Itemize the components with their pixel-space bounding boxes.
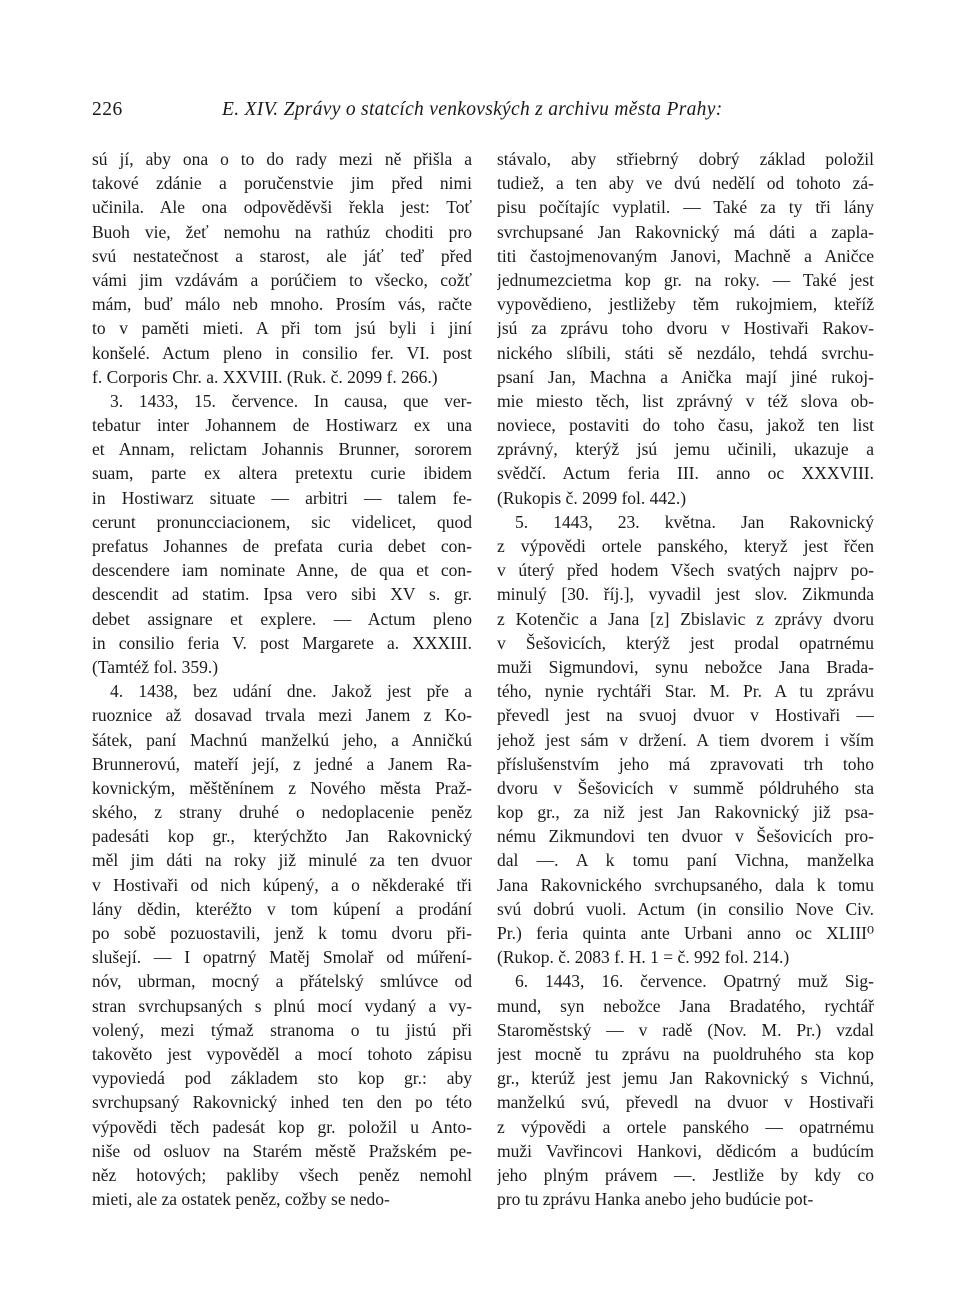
- page-header: [92, 96, 872, 124]
- text-line: svědčí. Actum feria III. anno oc XXXVIII.: [497, 463, 874, 484]
- text-line: z Kotenčic a Jana [z] Zbislavic z zprávy dvoru: [497, 608, 874, 629]
- text-line: padesáti kop gr., kterýchžto Jan Rakovnický: [92, 826, 472, 847]
- text-line: vypovědieno, jestližeby těm rukojmiem, kteříž: [497, 294, 874, 315]
- text-line: Brunnerovú, mateří její, z jedné a Janem Ra-: [92, 753, 472, 774]
- text-line: konšelé. Actum pleno in consilio fer. VI. post: [92, 342, 472, 363]
- text-line: mund, syn nebožce Jana Bradatého, rychtář: [497, 995, 874, 1016]
- text-line: psaní Jan, Machna a Anička mají jiné rukoj-: [497, 366, 874, 387]
- text-line: ruoznice až dosavad trvala mezi Janem z Ko-: [92, 705, 472, 726]
- text-line: muži Sigmundovi, synu nebožce Jana Brada-: [497, 656, 874, 677]
- text-line: niše od osluov na Starém městě Pražském pe-: [92, 1140, 472, 1161]
- text-line: jeho plným právem —. Jestliže by kdy co: [497, 1164, 874, 1185]
- text-line: vypoviedá pod základem sto kop gr.: aby: [92, 1068, 472, 1089]
- text-line: takověto jest vypověděl a mocí tohoto zápisu: [92, 1043, 472, 1064]
- text-line: vámi jim vzdávám a porúčiem to všecko, cožť: [92, 269, 472, 290]
- text-line: prefatus Johannes de prefata curia debet con-: [92, 536, 472, 556]
- text-line: něz hotových; pakliby všech peněz nemohl: [92, 1164, 472, 1185]
- text-line: nického slíbili, státi sě nezdálo, tehdá svrchu-: [497, 342, 874, 363]
- text-line: ského, z strany druhé o nedoplacenie peněz: [92, 802, 472, 823]
- text-line: slušejí. — I opatrný Matěj Smolař od múření-: [92, 947, 472, 968]
- text-line: suam, parte ex altera pretextu curie ibidem: [92, 463, 472, 484]
- text-line: mieti, ale za ostatek peněz, cožby se nedo-: [92, 1189, 390, 1210]
- text-line: f. Corporis Chr. a. XXVIII. (Ruk. č. 2099 f. 266.): [92, 366, 438, 387]
- text-line: zprávný, kterýž jsú jemu učinili, ukazuje a: [497, 439, 874, 460]
- text-line: kovnickým, měštěnínem z Nového města Praž-: [92, 777, 472, 798]
- text-line: svrchupsané Jan Rakovnický má dáti a zapla-: [497, 221, 874, 242]
- text-line: převedl jest na svuoj dvuor v Hostivaři —: [497, 705, 874, 726]
- text-line: pisu počítajíc vyplatil. — Také za ty tři lány: [497, 197, 874, 218]
- text-line: tebatur inter Johannem de Hostiwarz ex una: [92, 415, 472, 436]
- text-line: svrchupsaný Rakovnický inhed ten den po této: [92, 1092, 472, 1113]
- text-line: mie miesto těch, list zprávný v též slova ob-: [497, 390, 874, 411]
- text-line: svú nestatečnost a starost, ale jáť teď před: [92, 245, 472, 266]
- text-line: Jana Rakovnického svrchupsaného, dala k tomu: [497, 874, 874, 895]
- text-line: z výpovědi ortele panského, kteryž jest řčen: [497, 536, 874, 556]
- text-line: in Hostiwarz situate — arbitri — talem fe-: [92, 487, 472, 508]
- text-line: tého, nynie rychtáři Star. M. Pr. A tu zprávu: [497, 681, 874, 702]
- text-line: z výpovědi a ortele panského — opatrnému: [497, 1116, 874, 1137]
- text-line: Staroměstský — v radě (Nov. M. Pr.) vzdal: [497, 1019, 874, 1040]
- left-text-column: [92, 147, 472, 1211]
- text-line: 5. 1443, 23. května. Jan Rakovnický: [515, 511, 874, 532]
- text-line: volený, mezi týmaž stranoma o tu jistú při: [92, 1019, 472, 1040]
- text-line: takové zdánie a poručenstvie jim před nimi: [92, 173, 472, 194]
- text-line: debet assignare et explere. — Actum pleno: [92, 608, 472, 629]
- text-line: pro tu zprávu Hanka anebo jeho budúcie pot-: [497, 1189, 814, 1210]
- running-title: E. XIV. Zprávy o statcích venkovských z archivu města Prahy:: [222, 99, 723, 120]
- text-line: v úterý před hodem Všech svatých najprv po-: [497, 560, 874, 581]
- text-line: manželkú svú, převedl na dvuor v Hostivaři: [497, 1092, 874, 1113]
- text-line: po sobě pozuostavili, jenž k tomu dvoru při-: [92, 923, 472, 943]
- text-line: titi častojmenovaným Janovi, Machně a Aničce: [497, 245, 874, 266]
- right-text-column: [497, 147, 874, 1211]
- text-line: to v paměti mieti. A při tom jsú byli i jiní: [92, 318, 472, 339]
- text-line: příslušenstvím jeho má zpravovati trh toho: [497, 753, 874, 774]
- text-line: tudiež, a ten aby ve dvú nedělí od tohoto zá-: [497, 173, 874, 194]
- text-line: (Rukopis č. 2099 fol. 442.): [497, 487, 687, 508]
- page-number: 226: [92, 99, 123, 120]
- text-line: stran svrchupsaných s plnú mocí vydaný a vy-: [92, 995, 472, 1016]
- text-line: descendere iam nominate Anne, de qua et con-: [92, 560, 472, 581]
- text-line: muži Vavřincovi Hankovi, dědicóm a budúcím: [497, 1140, 874, 1161]
- text-line: v Šešovicích, kterýž jest prodal opatrnému: [497, 632, 874, 653]
- text-line: gr., kterúž jest jemu Jan Rakovnický s Vichnú,: [497, 1068, 874, 1089]
- text-line: lány dědin, kteréžto v tom kúpení a prodání: [92, 898, 472, 919]
- text-line: 4. 1438, bez udání dne. Jakož jest pře a: [110, 681, 472, 702]
- text-line: noviece, postaviti do toho času, jakož ten list: [497, 415, 874, 436]
- text-line: (Rukop. č. 2083 f. H. 1 = č. 992 fol. 214.): [497, 947, 790, 968]
- text-line: jsú za zprávu toho dvoru v Hostivaři Rakov-: [497, 318, 874, 339]
- text-line: dvoru v Šešovicích v summě póldruhého sta: [497, 777, 874, 798]
- text-line: descendit ad statim. Ipsa vero sibi XV s. gr.: [92, 584, 472, 605]
- text-line: stávalo, aby střiebrný dobrý základ položil: [497, 149, 874, 169]
- text-line: dal —. A k tomu paní Vichna, manželka: [497, 850, 874, 871]
- text-line: svú dobrú vuoli. Actum (in consilio Nove Civ.: [497, 898, 874, 919]
- text-line: nému Zikmundovi ten dvuor v Šešovicích pro-: [497, 826, 874, 847]
- text-line: v Hostivaři od nich kúpený, a o někderaké tři: [92, 874, 472, 895]
- text-line: 3. 1433, 15. července. In causa, que ver-: [110, 390, 472, 411]
- text-line: 6. 1443, 16. července. Opatrný muž Sig-: [515, 971, 874, 992]
- text-line: jest mocně tu zprávu na puoldruhého sta kop: [497, 1043, 874, 1064]
- text-line: šátek, paní Machnú manželkú jeho, a Anničkú: [92, 729, 472, 750]
- text-line: kop gr., za niž jest Jan Rakovnický již psa-: [497, 802, 874, 823]
- text-line: výpovědi těch padesát kop gr. položil u Anto-: [92, 1116, 472, 1137]
- text-line: mám, buď málo neb mnoho. Prosím vás, račte: [92, 294, 472, 315]
- text-line: in consilio feria V. post Margarete a. XXXIII.: [92, 632, 472, 653]
- text-line: Buoh vie, žeť nemohu na rathúz choditi pro: [92, 221, 472, 242]
- text-line: jednumezcietma kop gr. na roky. — Také jest: [497, 269, 874, 290]
- text-line: měl jim dáti na roky již minulé za ten dvuor: [92, 850, 472, 871]
- text-line: sú jí, aby ona o to do rady mezi ně přišla a: [92, 149, 472, 169]
- text-line: Pr.) feria quinta ante Urbani anno oc XLIII⁰: [497, 923, 874, 943]
- text-line: nóv, ubrman, mocný a přátelský smlúvce od: [92, 971, 472, 992]
- text-line: minulý [30. říj.], vyvadil jest slov. Zikmunda: [497, 584, 874, 605]
- text-line: et Annam, relictam Johannis Brunner, sororem: [92, 439, 472, 460]
- text-line: učinila. Ale ona odpověděvši řekla jest: Toť: [92, 197, 472, 218]
- text-line: jehož jest sám v držení. A tiem dvorem i vším: [497, 729, 874, 750]
- text-line: cerunt pronuncciacionem, sic videlicet, quod: [92, 511, 472, 532]
- text-line: (Tamtéž fol. 359.): [92, 656, 219, 677]
